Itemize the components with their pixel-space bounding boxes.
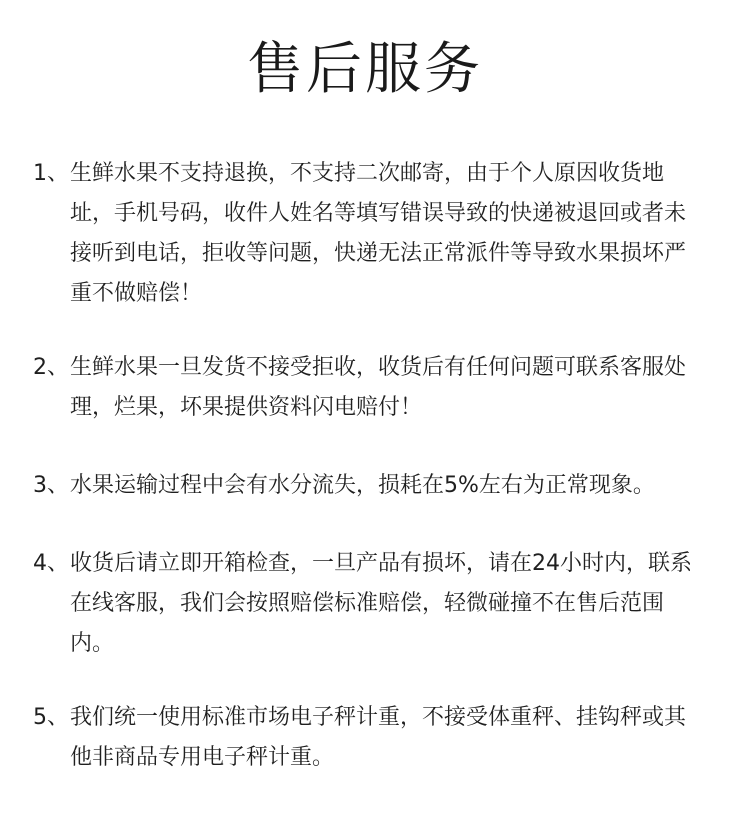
policy-item-text: 生鲜水果不支持退换，不支持二次邮寄，由于个人原因收货地址，手机号码，收件人姓名等填写错误导致的快递被退回或者未接听到电话，拒收等问题，快递无法正常派件等导致水果损坏严重不做赔偿！ xyxy=(70,161,687,306)
policy-item-text: 收货后请立即开箱检查，一旦产品有损坏，请在24小时内，联系在线客服，我们会按照赔偿标准赔偿，轻微碰撞不在售后范围内。 xyxy=(70,551,692,656)
policy-item-text: 我们统一使用标准市场电子秤计重，不接受体重秤、挂钩秤或其他非商品专用电子秤计重。 xyxy=(70,705,687,770)
policy-item-number: 3、 xyxy=(33,473,69,498)
policy-item-5 xyxy=(33,698,703,778)
policy-item-3 xyxy=(33,466,703,506)
policy-item-text: 生鲜水果一旦发货不接受拒收，收货后有任何问题可联系客服处理，烂果，坏果提供资料闪电赔付！ xyxy=(70,355,687,420)
policy-item-1 xyxy=(33,154,703,314)
policy-item-number: 2、 xyxy=(33,355,69,380)
policy-item-number: 5、 xyxy=(33,705,69,730)
policy-item-text: 水果运输过程中会有水分流失，损耗在5%左右为正常现象。 xyxy=(70,473,655,498)
page-title: 售后服务 xyxy=(247,37,483,102)
policy-item-2 xyxy=(33,348,703,428)
policy-item-number: 4、 xyxy=(33,551,69,576)
policy-item-4 xyxy=(33,544,703,664)
policy-item-number: 1、 xyxy=(33,161,69,186)
